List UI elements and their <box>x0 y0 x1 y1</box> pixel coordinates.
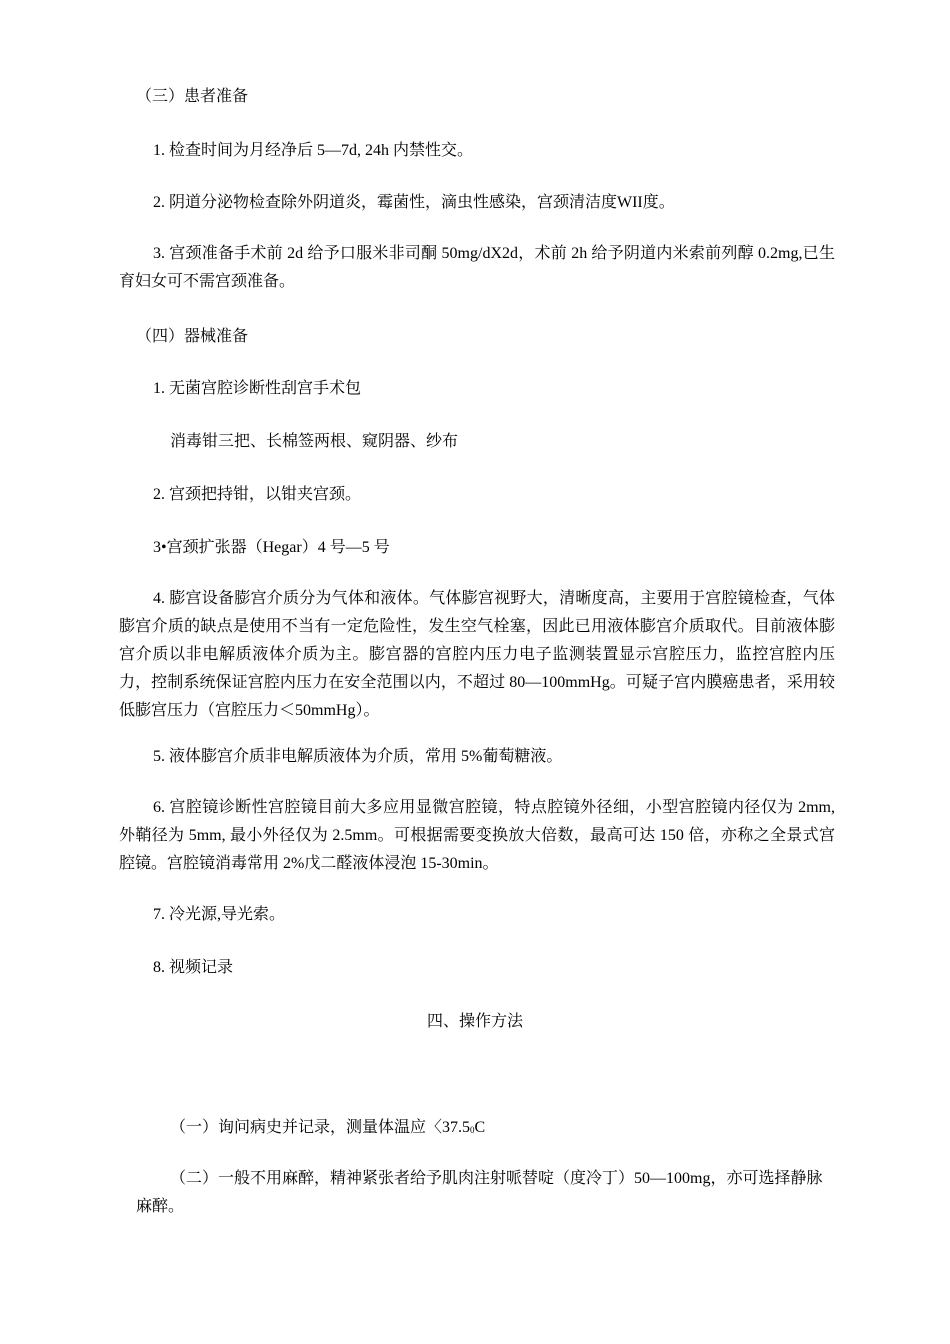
instrument-item-7: 7. 冷光源,导光索。 <box>153 906 286 923</box>
patient-prep-item-3: 3. 宫颈准备手术前 2d 给予口服米非司酮 50mg/dX2d，术前 2h 给予阴道内米索前列醇 0.2mg,已生育妇女可不需宫颈准备。 <box>119 245 835 290</box>
instrument-item-4: 4. 膨宫设备膨宫介质分为气体和液体。气体膨宫视野大，清晰度高，主要用于宫腔镜检查，气体膨宫介质的缺点是使用不当有一定危险性，发生空气栓塞，因此已用液体膨宫介质取代。目前液体膨宫介质以非电解质液体介质为主。膨宫器的宫腔内压力电子监测装置显示宫腔压力，监控宫腔内压力，控制系统保证宫腔内压力在安全范围以内，不超过 80—100mmHg。可疑子宫内膜癌患者，采用较低膨宫压力（宫腔压力＜50mmHg）。 <box>119 590 835 719</box>
operation-step-2: （二）一般不用麻醉，精神紧张者给予肌肉注射哌替啶（度冷丁）50—100mg，亦可选择静脉麻醉。 <box>136 1170 823 1215</box>
chapter-title-operation-method: 四、操作方法 <box>426 1013 523 1030</box>
patient-prep-item-2: 2. 阴道分泌物检查除外阴道炎，霉菌性，滴虫性感染，宫颈清洁度WII度。 <box>153 194 675 211</box>
instrument-item-6: 6. 宫腔镜诊断性宫腔镜目前大多应用显微宫腔镜，特点腔镜外径细，小型宫腔镜内径仅为 2mm, 外鞘径为 5mm, 最小外径仅为 2.5mm。可根据需要变换放大倍数，最高可达 150 倍，亦称之全景式宫腔镜。宫腔镜消毒常用 2%戊二醛液体浸泡 15-30min。 <box>119 799 835 872</box>
instrument-item-3: 3•宫颈扩张器（Hegar）4 号—5 号 <box>153 539 390 556</box>
operation-step-1 <box>170 1118 485 1140</box>
section-heading-instrument-prep: （四）器械准备 <box>136 328 249 345</box>
instrument-item-2: 2. 宫颈把持钳，以钳夹宫颈。 <box>153 486 362 503</box>
operation-step-1-unit: C <box>474 1119 486 1136</box>
instrument-item-1-detail: 消毒钳三把、长棉签两根、窥阴器、纱布 <box>170 433 459 450</box>
instrument-item-1: 1. 无菌宫腔诊断性刮宫手术包 <box>153 380 362 397</box>
instrument-item-8: 8. 视频记录 <box>153 959 234 976</box>
patient-prep-item-1: 1. 检查时间为月经净后 5—7d, 24h 内禁性交。 <box>153 142 474 159</box>
operation-step-1-text: （一）询问病史并记录，测量体温应〈37.5 <box>170 1119 471 1136</box>
instrument-item-5: 5. 液体膨宫介质非电解质液体为介质，常用 5%葡萄糖液。 <box>153 748 563 765</box>
section-heading-patient-prep: （三）患者准备 <box>136 88 249 105</box>
operation-step-1-subscript: 0 <box>470 1125 475 1135</box>
